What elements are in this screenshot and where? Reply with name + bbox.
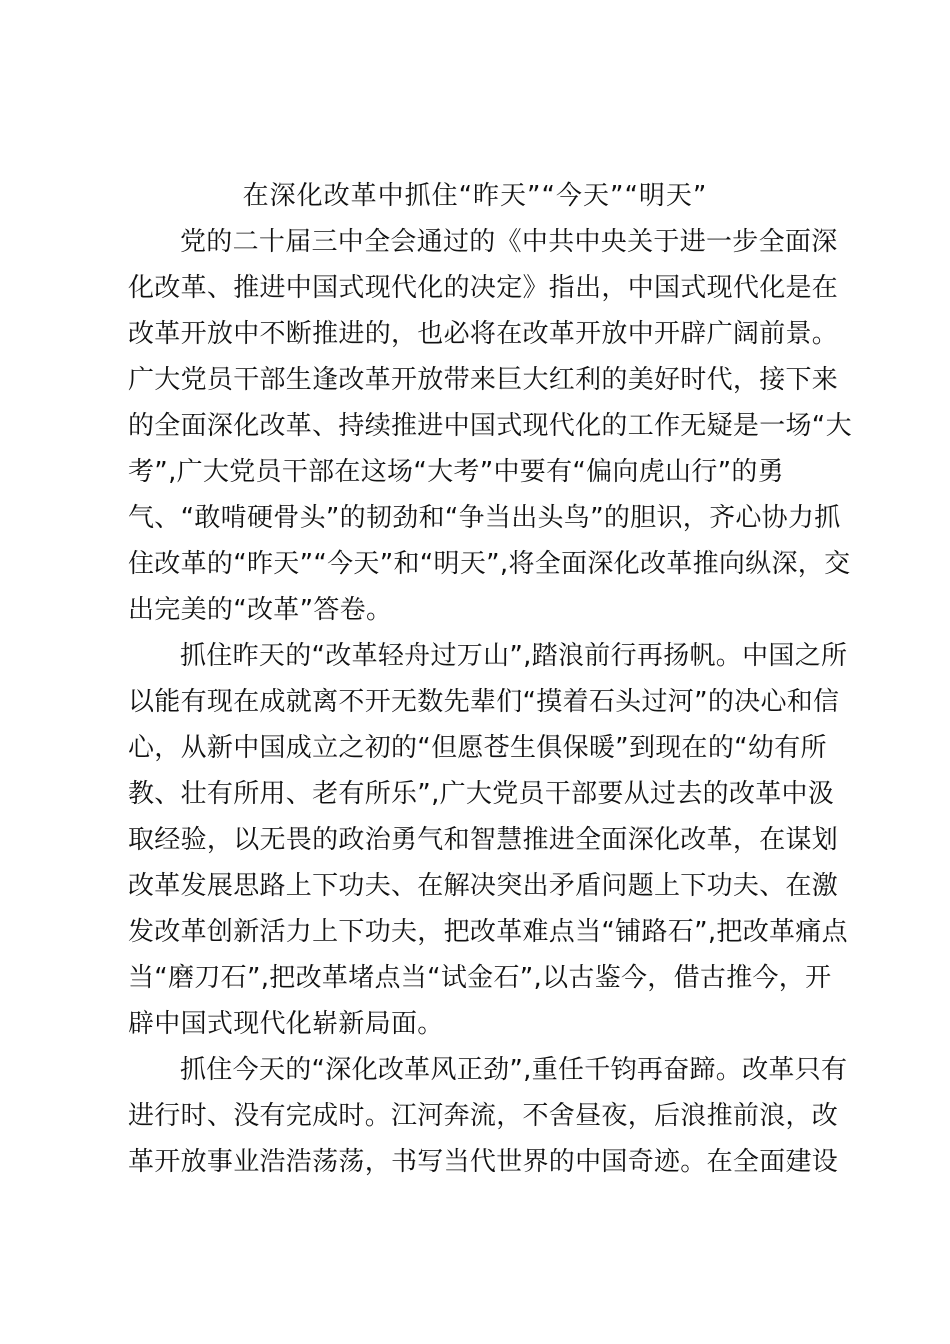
paragraph-line: 改革发展思路上下功夫、在解决突出矛盾问题上下功夫、在激 [128, 871, 839, 901]
paragraph-line: 教、壮有所用、老有所乐”,广大党员干部要从过去的改革中汲 [128, 779, 835, 809]
paragraph-line: 以能有现在成就离不开无数先辈们“摸着石头过河”的决心和信 [128, 687, 840, 717]
paragraph-line: 发改革创新活力上下功夫，把改革难点当“铺路石”,把改革痛点 [128, 917, 848, 947]
paragraph-line: 气、“敢啃硬骨头”的韧劲和“争当出头鸟”的胆识，齐心协力抓 [128, 503, 841, 533]
paragraph-line: 党的二十届三中全会通过的《中共中央关于进一步全面深 [180, 227, 838, 257]
paragraph-line: 取经验，以无畏的政治勇气和智慧推进全面深化改革，在谋划 [128, 825, 839, 855]
paragraph-line: 辟中国式现代化崭新局面。 [128, 1009, 444, 1039]
document-title: 在深化改革中抓住“昨天”“今天”“明天” [242, 181, 708, 211]
paragraph-line: 抓住今天的“深化改革风正劲”,重任千钧再奋蹄。改革只有 [180, 1055, 848, 1085]
paragraph-line: 化改革、推进中国式现代化的决定》指出，中国式现代化是在 [128, 273, 839, 303]
paragraph-line: 抓住昨天的“改革轻舟过万山”,踏浪前行再扬帆。中国之所 [180, 641, 848, 671]
paragraph-line: 当“磨刀石”,把改革堵点当“试金石”,以古鉴今，借古推今，开 [128, 963, 832, 993]
paragraph-line: 考”,广大党员干部在这场“大考”中要有“偏向虎山行”的勇 [128, 457, 785, 487]
paragraph-line: 住改革的“昨天”“今天”和“明天”,将全面深化改革推向纵深，交 [128, 549, 851, 579]
paragraph-line: 出完美的“改革”答卷。 [128, 595, 393, 625]
paragraph-line: 的全面深化改革、持续推进中国式现代化的工作无疑是一场“大 [128, 411, 852, 441]
paragraph-line: 进行时、没有完成时。江河奔流，不舍昼夜，后浪推前浪，改 [128, 1101, 839, 1131]
paragraph-line: 革开放事业浩浩荡荡，书写当代世界的中国奇迹。在全面建设 [128, 1147, 839, 1177]
paragraph-line: 心，从新中国成立之初的“但愿苍生俱保暖”到现在的“幼有所 [128, 733, 827, 763]
paragraph-line: 改革开放中不断推进的，也必将在改革开放中开辟广阔前景。 [128, 319, 839, 349]
paragraph-line: 广大党员干部生逢改革开放带来巨大红利的美好时代，接下来 [128, 365, 839, 395]
